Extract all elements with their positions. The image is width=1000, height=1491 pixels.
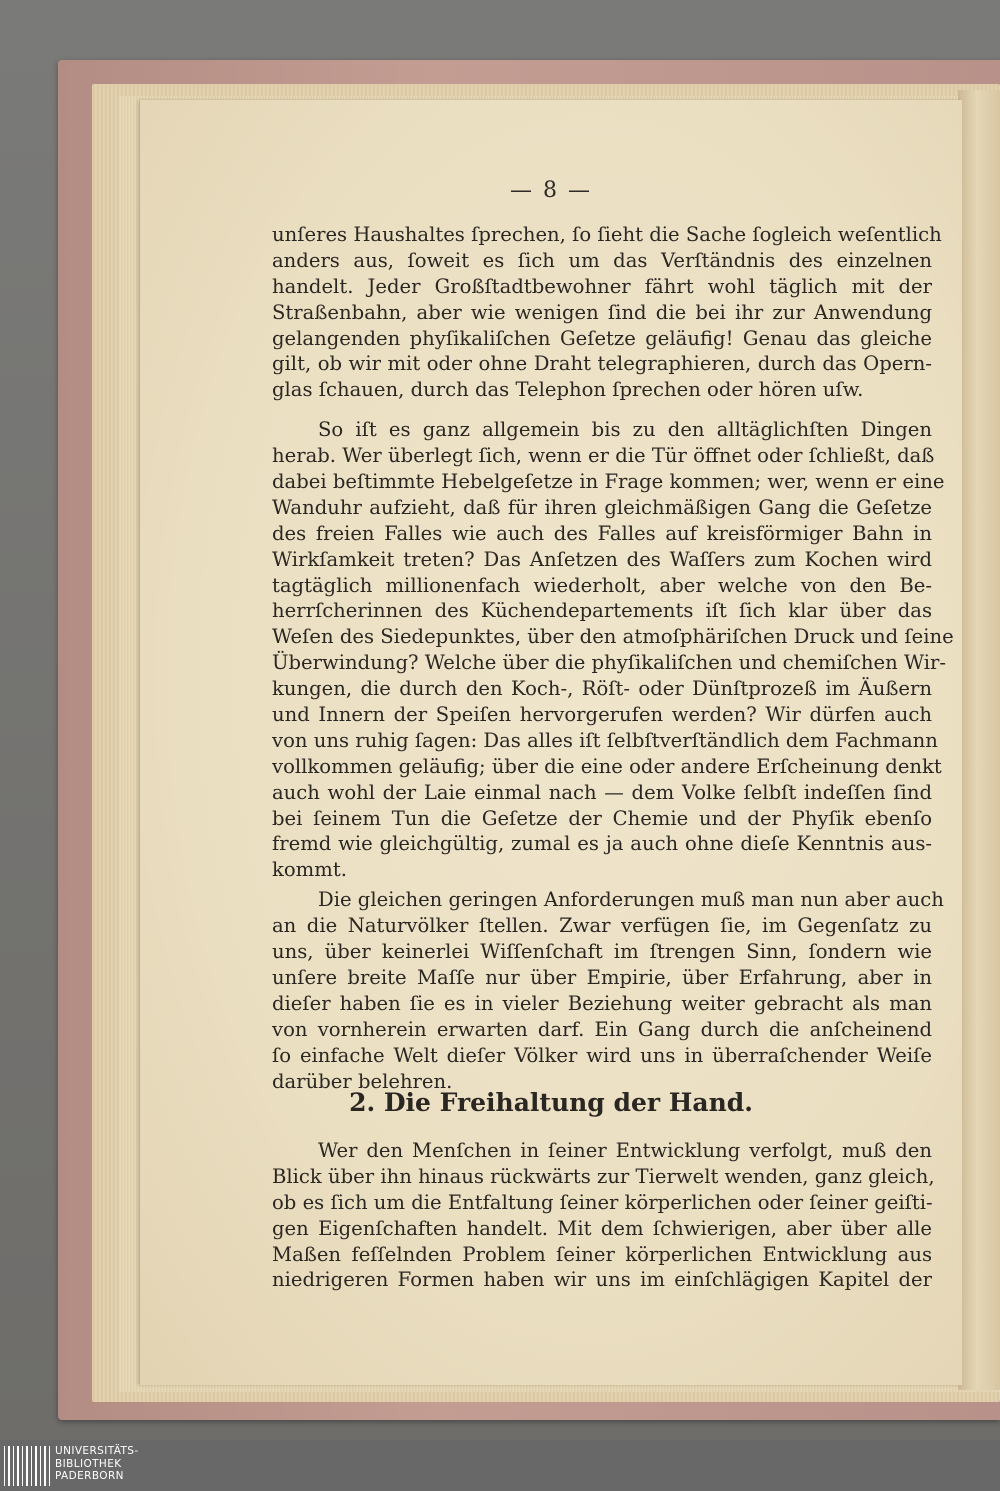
library-name-line: PADERBORN xyxy=(55,1470,124,1482)
text-line: tagtäglich millionenfach wiederholt, aber welche von den Be- xyxy=(272,573,932,597)
text-line: Wer den Menſchen in ſeiner Entwicklung verfolgt, muß den xyxy=(318,1139,932,1162)
paragraph-2 xyxy=(272,417,954,883)
text-line: Wanduhr aufzieht, daß für ihren gleichmäßigen Gang die Geſetze xyxy=(272,495,932,519)
library-name-line: UNIVERSITÄTS- xyxy=(55,1445,139,1457)
paragraph-gap xyxy=(272,403,932,417)
text-line: an die Naturvölker ſtellen. Zwar verfügen ſie, im Gegenſatz zu xyxy=(272,914,932,938)
text-line: anders aus, ſoweit es ſich um das Verſtändnis des einzelnen xyxy=(272,248,932,272)
text-line: herrſcherinnen des Küchendepartements iſt ſich klar über das xyxy=(272,599,932,623)
text-line: auch wohl der Laie einmal nach — dem Volke ſelbſt indeſſen ſind xyxy=(272,780,932,804)
library-logo-icon xyxy=(4,1446,50,1486)
text-line: Blick über ihn hinaus rückwärts zur Tierwelt wenden, ganz gleich, xyxy=(272,1164,935,1188)
text-line: ſo einfache Welt dieſer Völker wird uns in überraſchender Weiſe xyxy=(272,1043,932,1067)
text-line: handelt. Jeder Großſtadtbewohner fährt wohl täglich mit der xyxy=(272,274,932,298)
text-line: ob es ſich um die Entfaltung ſeiner körperlichen oder ſeiner geiſti- xyxy=(272,1190,933,1214)
text-line: des freien Falles wie auch des Falles auf kreisförmiger Bahn in xyxy=(272,521,932,545)
book-page xyxy=(140,100,962,1385)
text-line: uns, über keinerlei Wiſſenſchaft im ſtrengen Sinn, ſondern wie xyxy=(272,940,932,964)
text-line: herab. Wer überlegt ſich, wenn er die Tür öffnet oder ſchließt, daß xyxy=(272,444,935,468)
library-name xyxy=(55,1445,139,1483)
text-line: gilt, ob wir mit oder ohne Draht telegraphieren, durch das Opern- xyxy=(272,352,932,376)
text-line: Überwindung? Welche über die phyſikaliſchen und chemiſchen Wir- xyxy=(272,651,947,675)
paragraph-3 xyxy=(272,887,944,1094)
text-line: niedrigeren Formen haben wir uns im einſchlägigen Kapitel der xyxy=(272,1268,932,1292)
library-footer xyxy=(0,1440,1000,1491)
text-line: Weſen des Siedepunktes, über den atmoſphäriſchen Druck und ſeine xyxy=(272,625,954,649)
section-heading: 2. Die Freihaltung der Hand. xyxy=(349,1088,753,1117)
text-line: Die gleichen geringen Anforderungen muß man nun aber auch xyxy=(318,888,944,912)
text-line: bei ſeinem Tun die Geſetze der Chemie und der Phyſik ebenſo xyxy=(272,806,932,830)
text-line: kommt. xyxy=(272,858,347,882)
text-line: glas ſchauen, durch das Telephon ſprechen oder hören uſw. xyxy=(272,378,864,402)
text-line: fremd wie gleichgültig, zumal es ja auch ohne dieſe Kenntnis aus- xyxy=(272,832,932,856)
text-line: So iſt es ganz allgemein bis zu den alltäglichſten Dingen xyxy=(318,418,932,442)
paragraph-1 xyxy=(272,222,942,403)
text-line: darüber belehren. xyxy=(272,1069,453,1093)
text-line: Wirkſamkeit treten? Das Anſetzen des Waſſers zum Kochen wird xyxy=(272,547,932,571)
text-line: gen Eigenſchaften handelt. Mit dem ſchwierigen, aber über alle xyxy=(272,1216,932,1240)
text-line: unſere breite Maſſe nur über Empirie, über Erfahrung, aber in xyxy=(272,965,932,989)
text-line: Maßen feſſelnden Problem ſeiner körperlichen Entwicklung aus xyxy=(272,1242,932,1266)
text-line: von vornherein erwarten darf. Ein Gang durch die anſcheinend xyxy=(272,1017,932,1041)
text-line: kungen, die durch den Koch-, Röſt- oder Dünſtprozeß im Äußern xyxy=(272,677,932,701)
text-line: und Innern der Speiſen hervorgerufen werden? Wir dürfen auch xyxy=(272,703,932,727)
binding-gutter xyxy=(958,90,1000,1390)
body-text-upper xyxy=(272,222,954,1094)
text-line: gelangenden phyſikaliſchen Geſetze geläufig! Genau das gleiche xyxy=(272,326,932,350)
body-text-lower xyxy=(272,1138,935,1293)
text-line: dieſer haben ſie es in vieler Beziehung weiter gebracht als man xyxy=(272,991,932,1015)
text-line: unſeres Haushaltes ſprechen, ſo ſieht die Sache ſogleich weſentlich xyxy=(272,223,942,246)
library-name-line: BIBLIOTHEK xyxy=(55,1457,122,1470)
paragraph-4 xyxy=(272,1138,935,1293)
text-line: vollkommen geläufig; über die eine oder andere Erſcheinung denkt xyxy=(272,754,942,778)
page-number: — 8 — xyxy=(510,178,592,203)
text-line: dabei beſtimmte Hebelgeſetze in Frage kommen; wer, wenn er eine xyxy=(272,470,945,494)
text-line: Straßenbahn, aber wie wenigen ſind die bei ihr zur Anwendung xyxy=(272,300,932,324)
text-line: von uns ruhig ſagen: Das alles iſt ſelbſtverſtändlich dem Fachmann xyxy=(272,728,938,752)
